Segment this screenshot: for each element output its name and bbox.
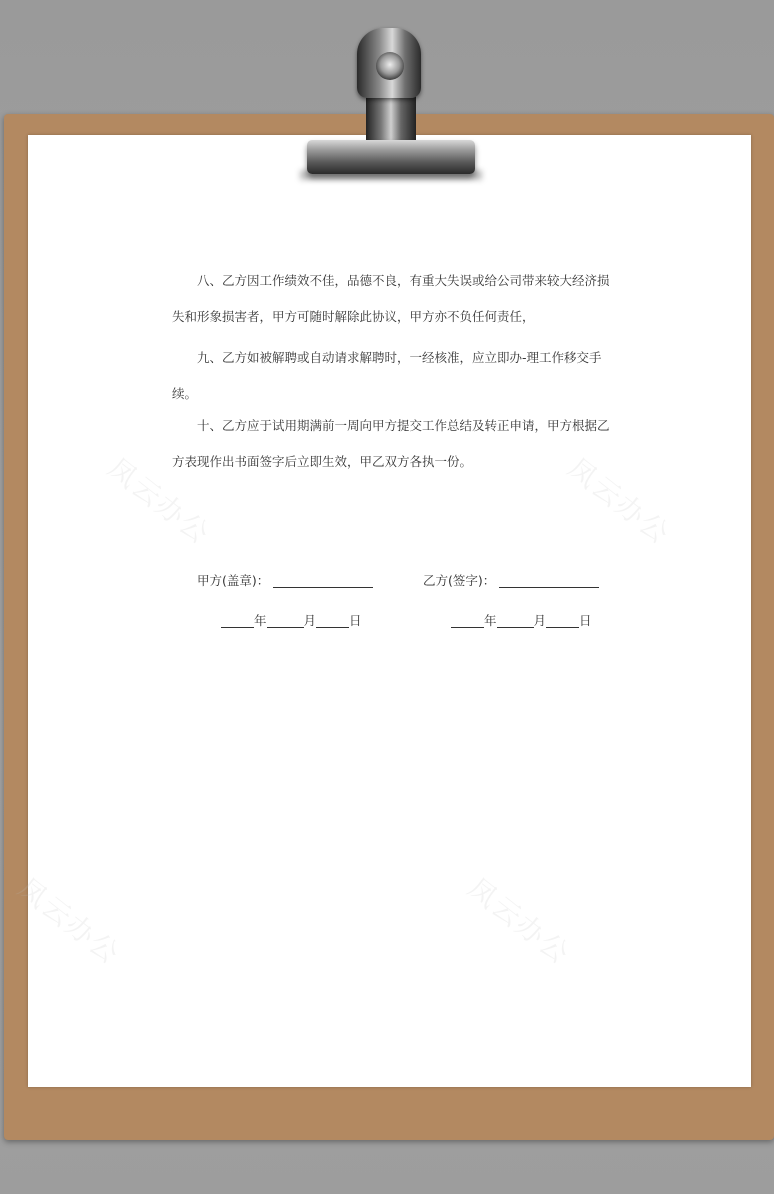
party-b-signature-line: [499, 573, 599, 588]
watermark: 凤云办公: [561, 451, 677, 552]
watermark: 凤云办公: [101, 451, 217, 552]
month-label: 月: [303, 613, 317, 628]
year-blank: [221, 613, 254, 628]
party-a-signature: [197, 571, 373, 589]
party-a-label: 甲方(盖章)：: [197, 573, 270, 588]
day-label: 日: [349, 613, 362, 628]
month-blank: [267, 613, 304, 628]
day-blank: [316, 613, 349, 628]
party-b-date: [451, 611, 592, 629]
party-b-label: 乙方(签字)：: [423, 573, 496, 588]
year-blank: [451, 613, 484, 628]
watermark: 凤云办公: [461, 871, 577, 972]
year-label: 年: [484, 613, 497, 628]
clause-8: 八、乙方因工作绩效不佳，品德不良，有重大失误或给公司带来较大经济损失和形象损害者，甲方可随时解除此协议，甲方亦不负任何责任，: [172, 273, 610, 324]
party-b-signature: [423, 571, 599, 589]
clip-bar: [307, 140, 475, 174]
month-blank: [497, 613, 534, 628]
clause-10: 十、乙方应于试用期满前一周向甲方提交工作总结及转正申请，甲方根据乙方表现作出书面签字后立即生效，甲乙双方各执一份。: [172, 418, 610, 469]
clause-9: 九、乙方如被解聘或自动请求解聘时，一经核准，应立即办-理工作移交手续。: [172, 350, 602, 401]
party-a-date: [221, 611, 362, 629]
day-label: 日: [579, 613, 592, 628]
day-blank: [546, 613, 579, 628]
month-label: 月: [533, 613, 547, 628]
year-label: 年: [254, 613, 267, 628]
watermark: 凤云办公: [11, 871, 127, 972]
clip-rivet: [376, 52, 404, 80]
party-a-signature-line: [273, 573, 373, 588]
